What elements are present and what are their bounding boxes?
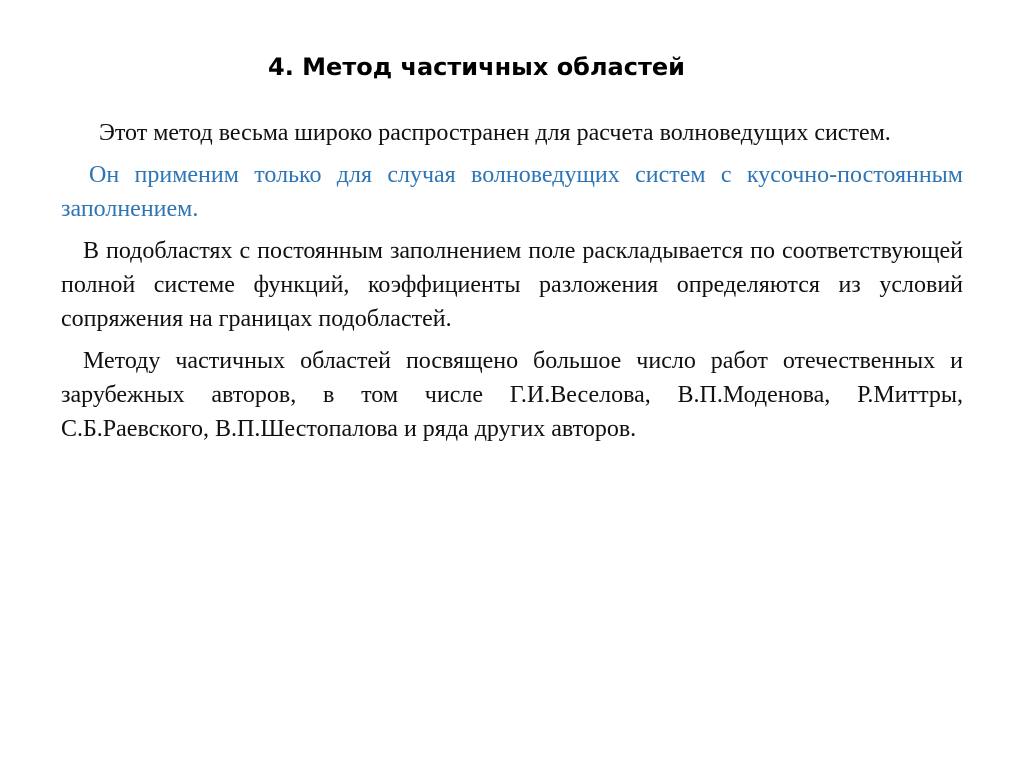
slide-body — [61, 116, 963, 454]
paragraph-authors: Методу частичных областей посвящено большое число работ отечественных и зарубежных авторов, в том числе Г.И.Веселова, В.П.Моденова, Р.Миттры, С.Б.Раевского, В.П.Шестопалова и ряда других авторов. — [61, 348, 963, 442]
paragraph-field-expansion: В подобластях с постоянным заполнением поле раскладывается по соответствующей полной системе функций, коэффициенты разложения определяются из условий сопряжения на границах подобластей. — [61, 238, 963, 332]
paragraph-method-intro: Этот метод весьма широко распространен для расчета волноведущих систем. — [99, 120, 891, 146]
slide-title: 4. Метод частичных областей — [268, 53, 685, 81]
paragraph-applicability: Он применим только для случая волноведущих систем с кусочно-постоянным заполнением. — [61, 162, 963, 222]
